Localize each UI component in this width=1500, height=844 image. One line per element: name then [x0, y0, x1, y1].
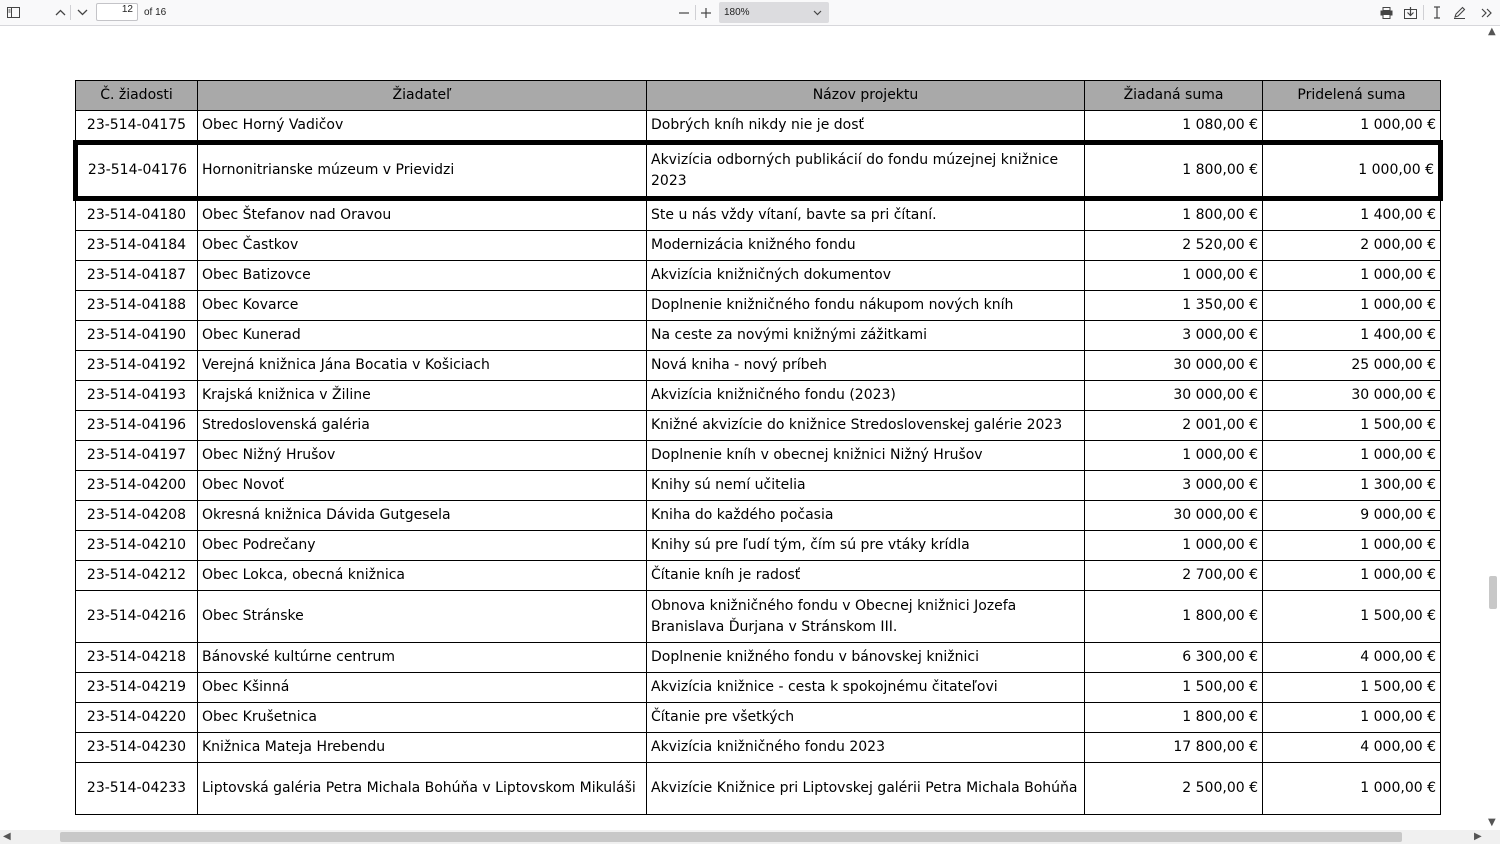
table-row: [76, 111, 1441, 143]
requested-amount-cell: 1 000,00 €: [1085, 441, 1263, 471]
table-row: [76, 763, 1441, 815]
pencil-icon: [1453, 6, 1466, 19]
table-row: [76, 261, 1441, 291]
granted-amount-cell: 1 000,00 €: [1263, 531, 1441, 561]
project-name-cell: Akvizícia knižničných dokumentov: [647, 261, 1085, 291]
table-row: [76, 351, 1441, 381]
vertical-scrollbar-thumb[interactable]: [1489, 576, 1497, 609]
granted-amount-cell: 1 400,00 €: [1263, 199, 1441, 231]
grants-table: [73, 80, 1443, 815]
granted-amount-cell: 1 000,00 €: [1263, 111, 1441, 143]
table-row: [76, 531, 1441, 561]
sidebar-toggle-button[interactable]: [4, 0, 22, 25]
project-name-cell: Dobrých kníh nikdy nie je dosť: [647, 111, 1085, 143]
requested-amount-cell: 1 350,00 €: [1085, 291, 1263, 321]
requested-amount-cell: 30 000,00 €: [1085, 381, 1263, 411]
table-row: [76, 591, 1441, 643]
page-count-label: of 16: [144, 7, 167, 18]
granted-amount-cell: 9 000,00 €: [1263, 501, 1441, 531]
requested-amount-cell: 1 800,00 €: [1085, 143, 1263, 199]
applicant-cell: Obec Kšinná: [198, 673, 647, 703]
project-name-cell: Čítanie kníh je radosť: [647, 561, 1085, 591]
requested-amount-cell: 3 000,00 €: [1085, 321, 1263, 351]
granted-amount-cell: 1 000,00 €: [1263, 561, 1441, 591]
request-number-cell: 23-514-04190: [76, 321, 198, 351]
draw-tool-button[interactable]: [1450, 0, 1468, 25]
applicant-cell: Obec Horný Vadičov: [198, 111, 647, 143]
request-number-cell: 23-514-04196: [76, 411, 198, 441]
applicant-cell: Obec Nižný Hrušov: [198, 441, 647, 471]
project-name-cell: Kniha do každého počasia: [647, 501, 1085, 531]
project-name-cell: Doplnenie knižničného fondu nákupom nových kníh: [647, 291, 1085, 321]
request-number-cell: 23-514-04233: [76, 763, 198, 815]
project-name-cell: Knižné akvizície do knižnice Stredoslovenskej galérie 2023: [647, 411, 1085, 441]
double-chevron-right-icon: [1481, 8, 1493, 18]
applicant-cell: Stredoslovenská galéria: [198, 411, 647, 441]
granted-amount-cell: 1 000,00 €: [1263, 763, 1441, 815]
granted-amount-cell: 1 000,00 €: [1263, 291, 1441, 321]
table-row: [76, 321, 1441, 351]
table-row: [76, 501, 1441, 531]
request-number-cell: 23-514-04175: [76, 111, 198, 143]
project-name-cell: Akvizícia knižnice - cesta k spokojnému čitateľovi: [647, 673, 1085, 703]
table-row: [76, 291, 1441, 321]
project-name-cell: Čítanie pre všetkých: [647, 703, 1085, 733]
horizontal-scrollbar[interactable]: [0, 830, 1500, 844]
column-header-applicant: Žiadateľ: [198, 81, 647, 111]
table-row: [76, 381, 1441, 411]
scroll-down-arrow-icon[interactable]: ▼: [1488, 817, 1496, 828]
column-header-granted-amount: Pridelená suma: [1263, 81, 1441, 111]
requested-amount-cell: 1 800,00 €: [1085, 591, 1263, 643]
applicant-cell: Obec Novoť: [198, 471, 647, 501]
granted-amount-cell: 1 000,00 €: [1263, 441, 1441, 471]
column-header-project-name: Názov projektu: [647, 81, 1085, 111]
project-name-cell: Knihy sú nemí učitelia: [647, 471, 1085, 501]
project-name-cell: Nová kniha - nový príbeh: [647, 351, 1085, 381]
project-name-cell: Modernizácia knižného fondu: [647, 231, 1085, 261]
requested-amount-cell: 2 520,00 €: [1085, 231, 1263, 261]
scroll-left-arrow-icon[interactable]: ◀: [3, 831, 11, 842]
request-number-cell: 23-514-04193: [76, 381, 198, 411]
table-row: [76, 561, 1441, 591]
granted-amount-cell: 25 000,00 €: [1263, 351, 1441, 381]
applicant-cell: Obec Stránske: [198, 591, 647, 643]
chevron-down-icon: [77, 9, 88, 16]
applicant-cell: Obec Krušetnica: [198, 703, 647, 733]
table-row: [76, 703, 1441, 733]
applicant-cell: Obec Lokca, obecná knižnica: [198, 561, 647, 591]
chevron-down-icon: [813, 8, 822, 19]
granted-amount-cell: 4 000,00 €: [1263, 643, 1441, 673]
highlighted-table-row: [76, 143, 1441, 199]
applicant-cell: Obec Štefanov nad Oravou: [198, 199, 647, 231]
request-number-cell: 23-514-04184: [76, 231, 198, 261]
requested-amount-cell: 1 000,00 €: [1085, 261, 1263, 291]
applicant-cell: Obec Batizovce: [198, 261, 647, 291]
scroll-up-arrow-icon[interactable]: ▲: [1488, 26, 1496, 37]
requested-amount-cell: 2 001,00 €: [1085, 411, 1263, 441]
plus-icon: [701, 8, 711, 18]
request-number-cell: 23-514-04219: [76, 673, 198, 703]
scroll-right-arrow-icon[interactable]: ▶: [1474, 831, 1482, 842]
applicant-cell: Liptovská galéria Petra Michala Bohúňa v Liptovskom Mikuláši: [198, 763, 647, 815]
project-name-cell: Obnova knižničného fondu v Obecnej knižnici Jozefa Branislava Ďurjana v Stránskom III.: [647, 591, 1085, 643]
project-name-cell: Doplnenie knižného fondu v bánovskej knižnici: [647, 643, 1085, 673]
project-name-cell: Akvizícia knižničného fondu (2023): [647, 381, 1085, 411]
requested-amount-cell: 17 800,00 €: [1085, 733, 1263, 763]
save-button[interactable]: [1401, 0, 1419, 25]
requested-amount-cell: 1 500,00 €: [1085, 673, 1263, 703]
project-name-cell: Knihy sú pre ľudí tým, čím sú pre vtáky krídla: [647, 531, 1085, 561]
request-number-cell: 23-514-04180: [76, 199, 198, 231]
table-header-row: [76, 81, 1441, 111]
zoom-value: 180%: [724, 7, 750, 18]
chevron-up-icon: [55, 9, 66, 16]
page-number-input[interactable]: 12: [96, 3, 138, 21]
requested-amount-cell: 1 800,00 €: [1085, 199, 1263, 231]
printer-icon: [1380, 7, 1393, 19]
request-number-cell: 23-514-04187: [76, 261, 198, 291]
applicant-cell: Obec Kovarce: [198, 291, 647, 321]
project-name-cell: Ste u nás vždy vítaní, bavte sa pri čítaní.: [647, 199, 1085, 231]
table-row: [76, 441, 1441, 471]
granted-amount-cell: 1 400,00 €: [1263, 321, 1441, 351]
table-row: [76, 199, 1441, 231]
granted-amount-cell: 1 500,00 €: [1263, 673, 1441, 703]
zoom-out-button[interactable]: [676, 0, 692, 25]
project-name-cell: Doplnenie kníh v obecnej knižnici Nižný Hrušov: [647, 441, 1085, 471]
requested-amount-cell: 30 000,00 €: [1085, 501, 1263, 531]
table-row: [76, 643, 1441, 673]
granted-amount-cell: 1 000,00 €: [1263, 261, 1441, 291]
next-page-button[interactable]: [74, 0, 90, 25]
applicant-cell: Knižnica Mateja Hrebendu: [198, 733, 647, 763]
applicant-cell: Obec Častkov: [198, 231, 647, 261]
applicant-cell: Krajská knižnica v Žiline: [198, 381, 647, 411]
pdf-toolbar: [0, 0, 1500, 26]
download-icon: [1404, 7, 1417, 19]
table-row: [76, 733, 1441, 763]
requested-amount-cell: 1 000,00 €: [1085, 531, 1263, 561]
zoom-in-button[interactable]: [698, 0, 714, 25]
vertical-scrollbar[interactable]: [1486, 25, 1500, 830]
project-name-cell: Akvizícia knižničného fondu 2023: [647, 733, 1085, 763]
table-row: [76, 411, 1441, 441]
text-cursor-icon: [1433, 6, 1441, 19]
request-number-cell: 23-514-04230: [76, 733, 198, 763]
granted-amount-cell: 1 500,00 €: [1263, 591, 1441, 643]
applicant-cell: Okresná knižnica Dávida Gutgesela: [198, 501, 647, 531]
column-header-request-number: Č. žiadosti: [76, 81, 198, 111]
horizontal-scrollbar-thumb[interactable]: [60, 832, 1402, 842]
toolbar-divider: [70, 5, 71, 20]
applicant-cell: Bánovské kultúrne centrum: [198, 643, 647, 673]
requested-amount-cell: 2 500,00 €: [1085, 763, 1263, 815]
zoom-select[interactable]: [719, 2, 829, 23]
request-number-cell: 23-514-04200: [76, 471, 198, 501]
applicant-cell: Verejná knižnica Jána Bocatia v Košiciach: [198, 351, 647, 381]
sidebar-icon: [7, 7, 20, 18]
granted-amount-cell: 30 000,00 €: [1263, 381, 1441, 411]
request-number-cell: 23-514-04192: [76, 351, 198, 381]
request-number-cell: 23-514-04208: [76, 501, 198, 531]
applicant-cell: Hornonitrianske múzeum v Prievidzi: [198, 143, 647, 199]
applicant-cell: Obec Kunerad: [198, 321, 647, 351]
request-number-cell: 23-514-04188: [76, 291, 198, 321]
request-number-cell: 23-514-04197: [76, 441, 198, 471]
project-name-cell: Na ceste za novými knižnými zážitkami: [647, 321, 1085, 351]
requested-amount-cell: 30 000,00 €: [1085, 351, 1263, 381]
requested-amount-cell: 3 000,00 €: [1085, 471, 1263, 501]
table-row: [76, 231, 1441, 261]
minus-icon: [679, 8, 689, 18]
toolbar-divider: [1423, 5, 1424, 20]
granted-amount-cell: 4 000,00 €: [1263, 733, 1441, 763]
requested-amount-cell: 1 800,00 €: [1085, 703, 1263, 733]
requested-amount-cell: 1 080,00 €: [1085, 111, 1263, 143]
granted-amount-cell: 1 500,00 €: [1263, 411, 1441, 441]
request-number-cell: 23-514-04218: [76, 643, 198, 673]
granted-amount-cell: 1 000,00 €: [1263, 143, 1441, 199]
granted-amount-cell: 2 000,00 €: [1263, 231, 1441, 261]
project-name-cell: Akvizícia odborných publikácií do fondu múzejnej knižnice 2023: [647, 143, 1085, 199]
request-number-cell: 23-514-04212: [76, 561, 198, 591]
table-row: [76, 673, 1441, 703]
column-header-requested-amount: Žiadaná suma: [1085, 81, 1263, 111]
requested-amount-cell: 6 300,00 €: [1085, 643, 1263, 673]
requested-amount-cell: 2 700,00 €: [1085, 561, 1263, 591]
granted-amount-cell: 1 000,00 €: [1263, 703, 1441, 733]
request-number-cell: 23-514-04210: [76, 531, 198, 561]
request-number-cell: 23-514-04176: [76, 143, 198, 199]
print-button[interactable]: [1377, 0, 1395, 25]
table-row: [76, 471, 1441, 501]
granted-amount-cell: 1 300,00 €: [1263, 471, 1441, 501]
project-name-cell: Akvizície Knižnice pri Liptovskej galérii Petra Michala Bohúňa: [647, 763, 1085, 815]
applicant-cell: Obec Podrečany: [198, 531, 647, 561]
request-number-cell: 23-514-04216: [76, 591, 198, 643]
toolbar-divider: [695, 5, 696, 20]
text-tool-button[interactable]: [1428, 0, 1446, 25]
more-tools-button[interactable]: [1478, 0, 1496, 25]
request-number-cell: 23-514-04220: [76, 703, 198, 733]
previous-page-button[interactable]: [52, 0, 68, 25]
